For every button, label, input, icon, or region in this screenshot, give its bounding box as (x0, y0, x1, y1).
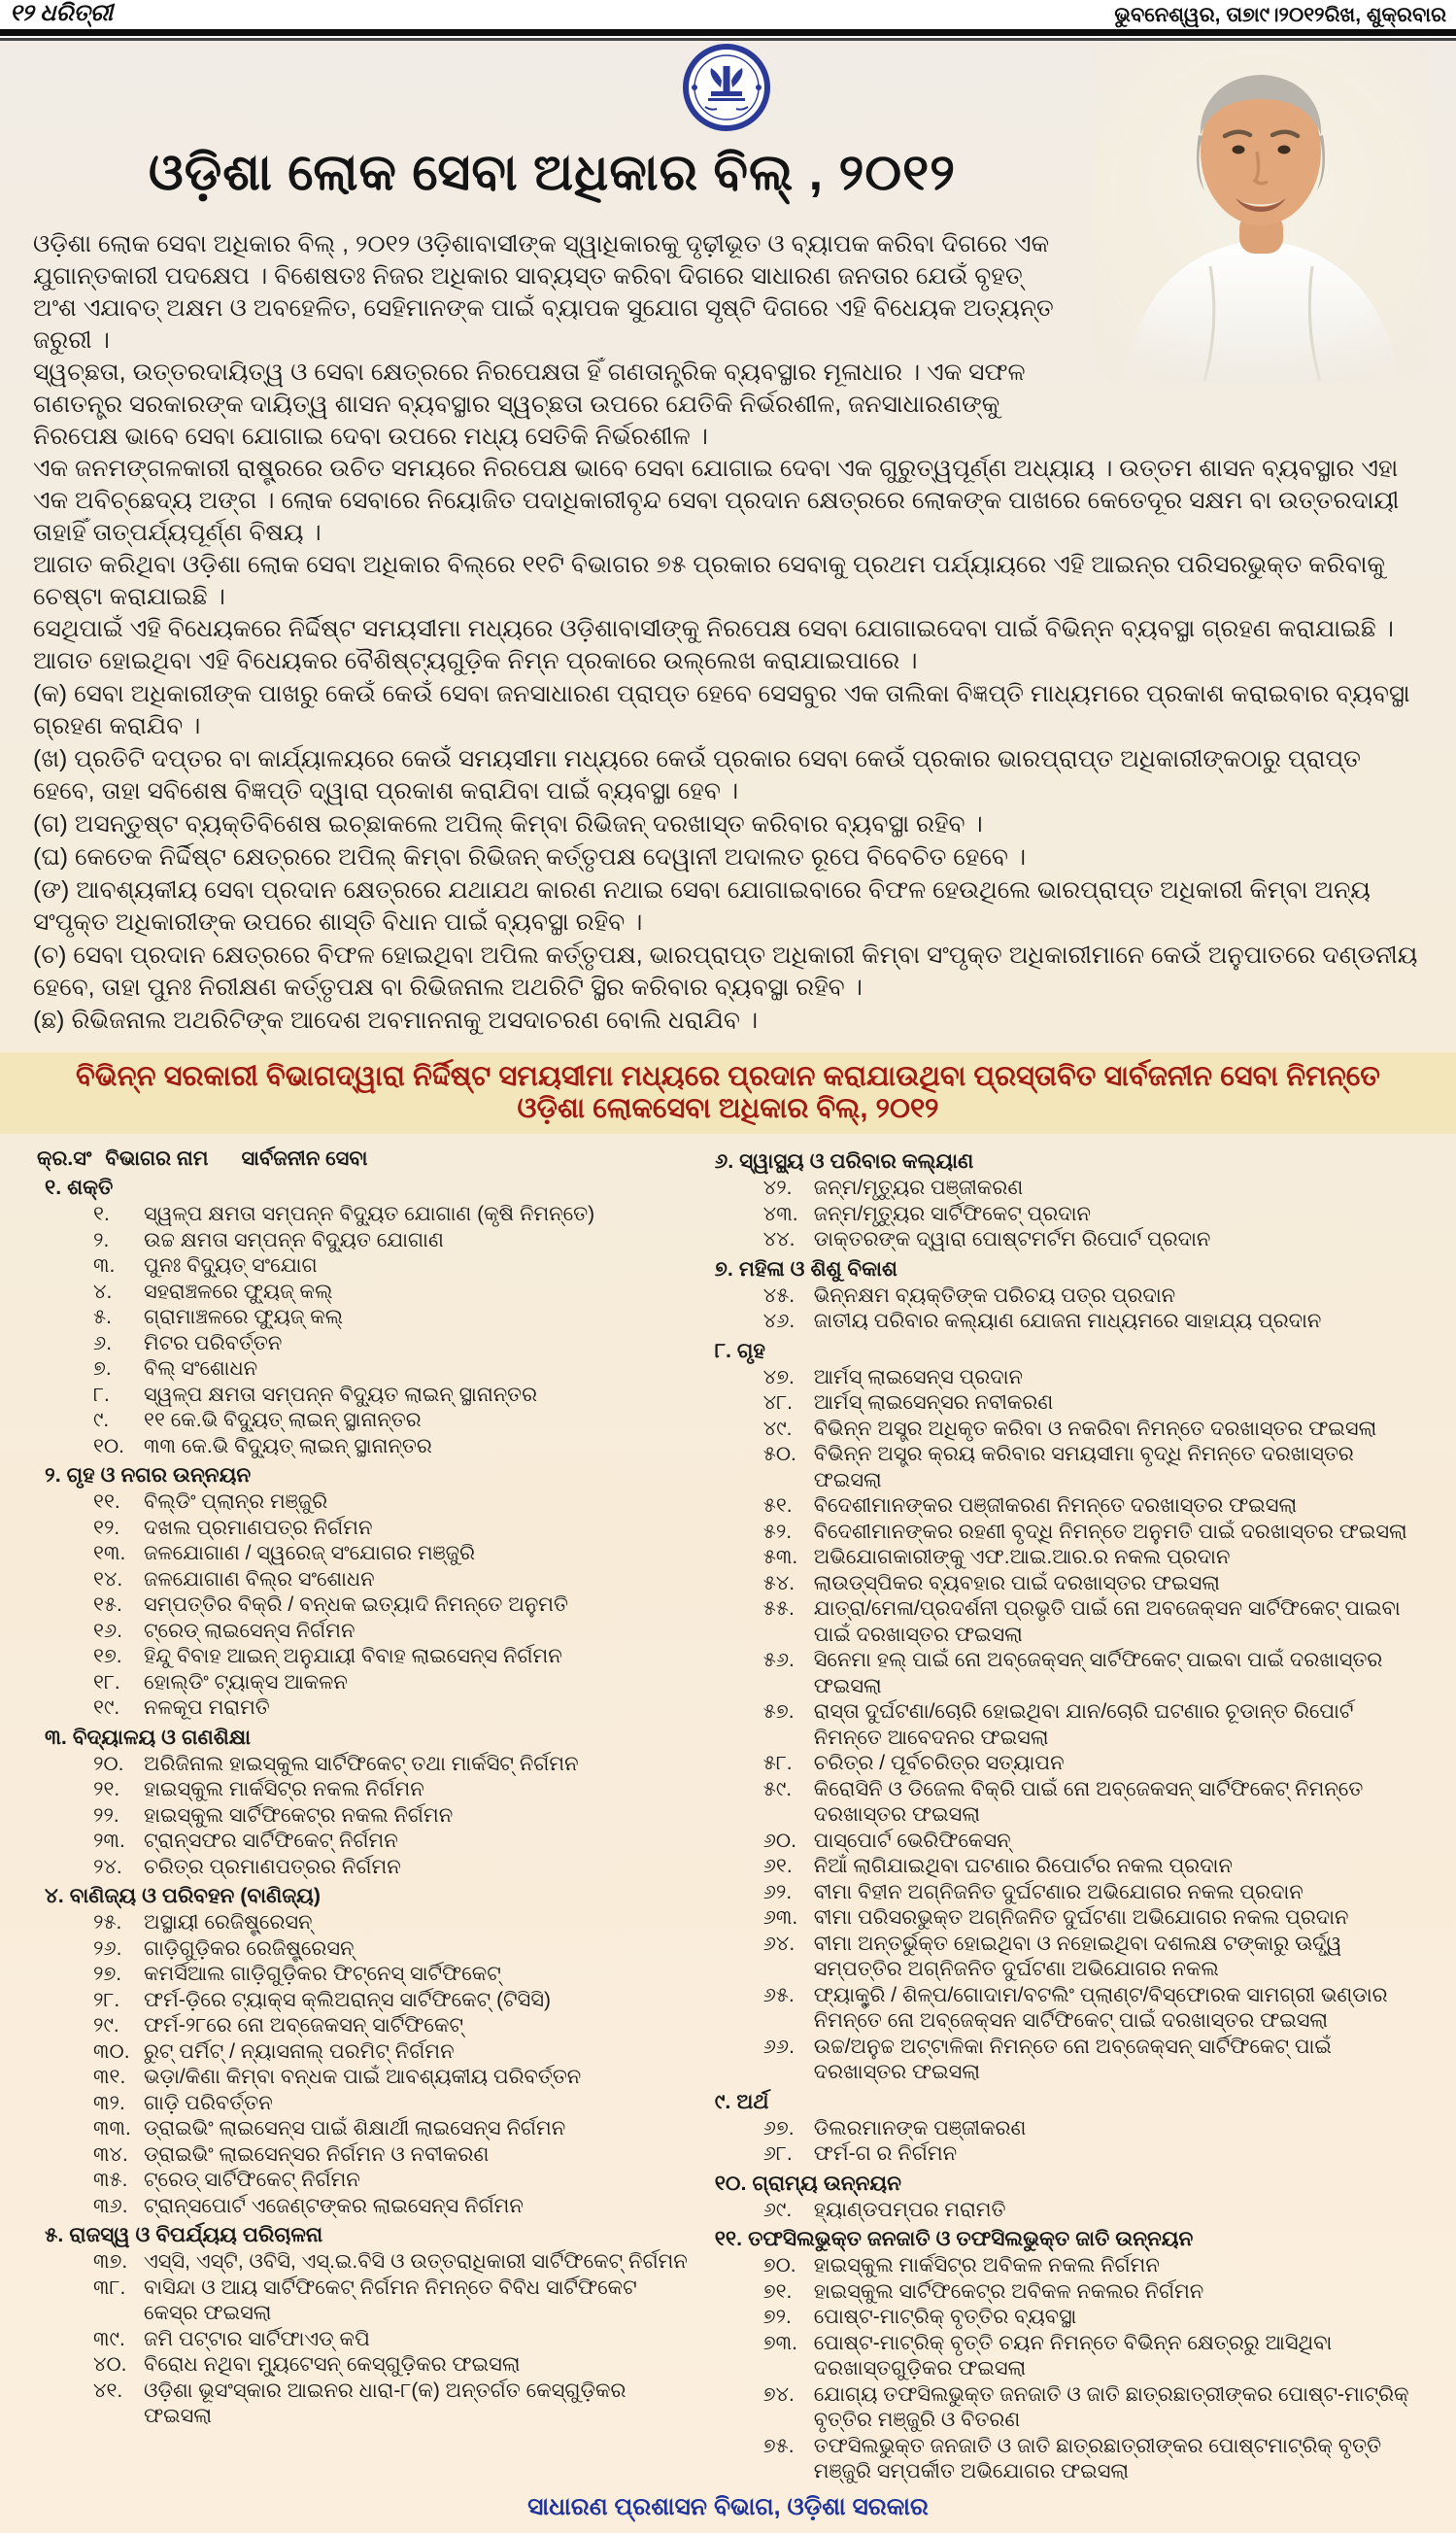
service-item (93, 1408, 694, 1434)
service-item (93, 1829, 694, 1855)
advertisement-title: ଓଡ଼ିଶା ଲୋକ ସେବା ଅଧିକାର ବିଲ୍ , ୨୦୧୨ (148, 145, 957, 201)
service-number: ୬୦. (762, 1829, 796, 1852)
service-number: ୩୯. (93, 2327, 125, 2350)
service-text: ଟ୍ରେଡ୍ ସାର୍ଟିଫିକେଟ୍ ନିର୍ଗମନ (144, 2169, 360, 2191)
service-number: ୩୩. (93, 2117, 131, 2139)
service-text: କିରୋସିନି ଓ ଡିଜେଲ ବିକ୍ରି ପାଇଁ ନୋ ଅବ୍‌ଜେକସନ୍ ସାର୍ଟିଫିକେଟ୍ ନିମନ୍ତେ ଦରଖାସ୍ତର ଫଇସଲା (813, 1777, 1364, 1826)
service-text: ଅଭିଯୋଗକାରୀଙ୍କୁ ଏଫ.ଆଇ.ଆର.ର ନକଲ ପ୍ରଦାନ (813, 1546, 1231, 1568)
service-item (763, 1442, 1423, 1493)
section-heading: ୨. ଗୃହ ଓ ନଗର ଉନ୍ନୟନ (45, 1463, 252, 1487)
header-serial: କ୍ର.ସଂ (37, 1147, 92, 1170)
section-heading: ୧୦. ଗ୍ରାମ୍ୟ ଉନ୍ନୟନ (714, 2171, 901, 2195)
service-text: ଚରିତ୍ର ପ୍ରମାଣପତ୍ରର ନିର୍ଗମନ (144, 1855, 401, 1878)
service-text: ଯାତ୍ରା/ମେଳା/ପ୍ରଦର୍ଶନୀ ପ୍ରଭୃତି ପାଇଁ ନୋ ଅବଜେକ୍ସନ ସାର୍ଟିଫିକେଟ୍ ପାଇବା ପାଇଁ ଦରଖାସ୍ତର ଫଇସଲା (813, 1597, 1401, 1646)
service-number: ୧୨. (93, 1516, 120, 1539)
feature-item: (ଖ) ପ୍ରତିଟି ଦପ୍ତର ବା କାର୍ଯ୍ୟାଳୟରେ କେଉଁ ସମୟସୀମା ମଧ୍ୟରେ କେଉଁ ପ୍ରକାର ସେବା କେଉଁ ପ୍ରକାର ଭାରପ୍ରାପ୍ତ ଅଧିକାରୀଙ୍କଠାରୁ ପ୍ରାପ୍ତ ହେବେ, ତାହା ସବିଶେଷ ବିଜ୍ଞପ୍ତି ଦ୍ୱାରା ପ୍ରକାଶ କରାଯିବା ପାଇଁ ବ୍ୟବସ୍ଥା ହେବ । (33, 745, 1361, 804)
service-text: ଆର୍ମସ୍ ଲାଇସେନ୍ସର ନବୀକରଣ (813, 1391, 1054, 1414)
service-text: ପାସ୍‌ପୋର୍ଟ ଭେରିଫିକେସନ୍ (813, 1829, 1011, 1852)
service-text: ଗାଡ଼ିଗୁଡ଼ିକର ରେଜିଷ୍ଟ୍ରେସନ୍ (144, 1936, 355, 1960)
service-number: ୬୩. (762, 1906, 798, 1929)
service-number: ୧. (93, 1203, 110, 1225)
service-number: ୧୫. (93, 1593, 122, 1616)
service-item (93, 1567, 694, 1593)
service-number: ୨୬. (93, 1936, 122, 1960)
service-text: ଉଚ୍ଚ/ଅନୁଚ୍ଚ ଅଟ୍ଟାଳିକା ନିମନ୍ତେ ନୋ ଅବ୍‌ଜେକ୍ସନ୍ ସାର୍ଟିଫିକେଟ୍ ପାଇଁ ଦରଖାସ୍ତର ଫଇସଲା (813, 2035, 1332, 2083)
service-number: ୧୧. (93, 1490, 120, 1513)
service-number: ୧୭. (93, 1645, 122, 1667)
service-text: ଦଖଲ ପ୍ରମାଣପତ୍ର ନିର୍ଗମନ (144, 1516, 373, 1539)
service-text: ବୀମା ଅନ୍ତର୍ଭୁକ୍ତ ହୋଇଥିବା ଓ ନହୋଇଥିବା ଦଶଲକ୍ଷ ଟଙ୍କାରୁ ଊର୍ଦ୍ଧ୍ୱ ସମ୍ପତ୍ତିର ଅଗ୍ନିଜନିତ ଦୁର୍ଘଟଣା ଅଭିଯୋଗର ନକଲ (813, 1932, 1342, 1980)
service-item (93, 1910, 694, 1936)
service-number: ୪୯. (762, 1417, 793, 1440)
service-text: ଅସ୍ଥାୟୀ ରେଜିଷ୍ଟ୍ରେସନ୍ (144, 1911, 313, 1934)
service-item (93, 2327, 694, 2353)
feature-item: (ଘ) କେତେକ ନିର୍ଦ୍ଦିଷ୍ଟ କ୍ଷେତ୍ରରେ ଅପିଲ୍ କିମ୍ବା ରିଭିଜନ୍ କର୍ତ୍ତୃପକ୍ଷ ଦେୱାନୀ ଅଦାଲତ ରୂପେ ବିବେଚିତ ହେବେ । (33, 843, 1027, 871)
service-text: ବୀମା ବିହୀନ ଅଗ୍ନିଜନିତ ଦୁର୍ଘଟଣାର ଅଭିଯୋଗର ନକଲ ପ୍ରଦାନ (813, 1880, 1304, 1903)
service-item (763, 2331, 1423, 2382)
services-list (33, 1146, 1423, 2485)
service-item (763, 1829, 1423, 1855)
service-item (93, 2379, 694, 2430)
service-item (763, 1983, 1423, 2035)
service-number: ୩୦. (93, 2039, 130, 2063)
service-item (93, 2194, 694, 2220)
service-text: ସିନେମା ହଲ୍ ପାଇଁ ନୋ ଅବ୍‌ଜେକ୍ସନ୍ ସାର୍ଟିଫିକେଟ୍ ପାଇବା ପାଇଁ ଦରଖାସ୍ତର ଫଇସଲା (813, 1649, 1383, 1697)
service-text: ସ୍ୱଳ୍ପ କ୍ଷମତା ସମ୍ପନ୍ନ ବିଦ୍ୟୁତ ଯୋଗାଣ (କୃଷି ନିମନ୍ତେ) (144, 1203, 595, 1225)
service-number: ୫୦. (762, 1443, 796, 1465)
intro-paragraph: ସ୍ୱଚ୍ଛତା, ଉତ୍ତରଦାୟିତ୍ୱ ଓ ସେବା କ୍ଷେତ୍ରରେ ନିରପେକ୍ଷତା ହିଁ ଗଣତାନ୍ତ୍ରିକ ବ୍ୟବସ୍ଥାର ମୂଳାଧାର । ଏକ ସଫଳ ଗଣତନ୍ତ୍ର ସରକାରଙ୍କ ଦାୟିତ୍ୱ ଶାସନ ବ୍ୟବସ୍ଥାର ସ୍ୱଚ୍ଛତା ଉପରେ ଯେତିକି ନିର୍ଭରଶୀଳ, ଜନସାଧାରଣଙ୍କୁ ନିରପେକ୍ଷ ଭାବେ ସେବା ଯୋଗାଇ ଦେବା ଉପରେ ମଧ୍ୟ ସେତିକି ନିର୍ଭରଶୀଳ । (33, 359, 1026, 450)
service-number: ୩୨. (93, 2091, 125, 2114)
service-text: ୩୩ କେ.ଭି ବିଦ୍ୟୁତ୍ ଲାଇନ୍ ସ୍ଥାନାନ୍ତର (144, 1434, 432, 1457)
service-number: ୭୩. (762, 2331, 797, 2354)
header-department: ବିଭାଗର ନାମ (105, 1147, 209, 1170)
feature-item: (ଚ) ସେବା ପ୍ରଦାନ କ୍ଷେତ୍ରରେ ବିଫଳ ହୋଇଥିବା ଅପିଲ କର୍ତ୍ତୃପକ୍ଷ, ଭାରପ୍ରାପ୍ତ ଅଧିକାରୀ କିମ୍ବା ସଂପୃକ୍ତ ଅଧିକାରୀମାନେ କେଉଁ ଅନୁପାତରେ ଦଣ୍ଡନୀୟ ହେବେ, ତାହା ପୁନଃ ନିରୀକ୍ଷଣ କର୍ତ୍ତୃପକ୍ଷ ବା ରିଭିଜନାଲ ଅଥରିଟି ସ୍ଥିର କରିବାର ବ୍ୟବସ୍ଥା ରହିବ । (33, 941, 1418, 1001)
service-number: ୫୮. (762, 1752, 793, 1774)
intro-paragraph: ଏକ ଜନମଙ୍ଗଳକାରୀ ରାଷ୍ଟ୍ରରେ ଉଚିତ ସମୟରେ ନିରପେକ୍ଷ ଭାବେ ସେବା ଯୋଗାଇ ଦେବା ଏକ ଗୁରୁତ୍ୱପୂର୍ଣ୍ଣ ଅଧ୍ୟାୟ । ଉତ୍ତମ ଶାସନ ବ୍ୟବସ୍ଥାର ଏହା ଏକ ଅବିଚ୍ଛେଦ୍ୟ ଅଙ୍ଗ । ଲୋକ ସେବାରେ ନିୟୋଜିତ ପଦାଧିକାରୀବୃନ୍ଦ ସେବା ପ୍ରଦାନ କ୍ଷେତ୍ରରେ ଲୋକଙ୍କ ପାଖରେ କେତେଦୂର ସକ୍ଷମ ବା ଉତ୍ତରଦାୟୀ ତାହାହିଁ ତାତ୍ପର୍ଯ୍ୟପୂର୍ଣ୍ଣ ବିଷୟ । (33, 455, 1400, 546)
service-text: ହାଇସ୍କୁଲ ମାର୍କସିଟ୍‌ର ନକଲ ନିର୍ଗମନ (144, 1778, 424, 1800)
service-text: ସହରାଞ୍ଚଳରେ ଫ୍ୟୁଜ୍ କଲ୍ (144, 1280, 333, 1303)
service-item (93, 1228, 694, 1254)
service-text: ଅରିଜିନାଲ ହାଇସ୍କୁଲ ସାର୍ଟିଫିକେଟ୍ ତଥା ମାର୍କସିଟ୍ ନିର୍ଗମନ (144, 1752, 579, 1775)
service-text: ୧୧ କେ.ଭି ବିଦ୍ୟୁତ୍ ଲାଇନ୍ ସ୍ଥାନାନ୍ତର (144, 1409, 422, 1431)
service-text: ଟ୍ରେଡ୍ ଲାଇସେନ୍ସ ନିର୍ଗମନ (144, 1619, 356, 1642)
feature-item: (କ) ସେବା ଅଧିକାରୀଙ୍କ ପାଖରୁ କେଉଁ କେଉଁ ସେବା ଜନସାଧାରଣ ପ୍ରାପ୍ତ ହେବେ ସେସବୁର ଏକ ତାଲିକା ବିଜ୍ଞପ୍ତି ମାଧ୍ୟମରେ ପ୍ରକାଶ କରାଇବାର ବ୍ୟବସ୍ଥା ଗ୍ରହଣ କରାଯିବ । (33, 680, 1410, 739)
service-number: ୫୪. (762, 1571, 796, 1594)
service-item (93, 1253, 694, 1280)
service-item (93, 1383, 694, 1409)
service-number: ୫୯. (762, 1777, 793, 1800)
service-item (763, 1545, 1423, 1571)
service-item (763, 2198, 1423, 2224)
service-text: ଫର୍ମ-ଡ଼ିରେ ଟ୍ୟାକ୍ସ କ୍ଲିଅରାନ୍ସ ସାର୍ଟିଫିକେଟ୍ (ଟିସିସି) (144, 1988, 551, 2011)
service-item (763, 1596, 1423, 1648)
service-item (93, 1619, 694, 1645)
service-number: ୧୮. (93, 1670, 120, 1694)
service-text: ମିଟର ପରିବର୍ତ୍ତନ (144, 1331, 283, 1354)
service-item (93, 1489, 694, 1516)
service-item (93, 1936, 694, 1963)
service-text: ବୀମା ପରିସରଭୁକ୍ତ ଅଗ୍ନିଜନିତ ଦୁର୍ଘଟଣା ଅଭିଯୋଗର ନକଲ ପ୍ରଦାନ (813, 1906, 1349, 1929)
service-number: ୨୯. (93, 2014, 119, 2037)
service-item (93, 1670, 694, 1696)
service-text: ଉଚ୍ଚ କ୍ଷମତା ସମ୍ପନ୍ନ ବିଦ୍ୟୁତ ଯୋଗାଣ (144, 1228, 444, 1251)
service-number: ୪୪. (762, 1228, 796, 1250)
services-column-right (703, 1146, 1423, 2485)
service-item (93, 1592, 694, 1619)
service-item (93, 2276, 694, 2327)
service-item (763, 1932, 1423, 1983)
service-text: ପୁନଃ ବିଦ୍ୟୁତ୍ ସଂଯୋଗ (144, 1254, 318, 1277)
service-text: ବିଦେଶୀମାନଙ୍କର ପଞ୍ଜୀକରଣ ନିମନ୍ତେ ଦରଖାସ୍ତର ଫଇସଲା (813, 1494, 1298, 1517)
service-item (93, 2091, 694, 2117)
service-item (93, 1777, 694, 1803)
dateline: ଭୁବନେଶ୍ୱର, ତା୭ା୯।୨୦୧୨ରିଖ, ଶୁକ୍ରବାର (1114, 4, 1446, 26)
section-heading: ୭. ମହିଳା ଓ ଶିଶୁ ବିକାଶ (714, 1256, 897, 1281)
service-number: ୭୫. (762, 2434, 795, 2457)
service-item (763, 2279, 1423, 2306)
service-number: ୨୭. (93, 1963, 122, 1985)
service-item (763, 2434, 1423, 2485)
service-item (93, 1434, 694, 1460)
service-number: ୪୬. (762, 1310, 796, 1332)
service-item (763, 2253, 1423, 2279)
service-text: ପୋଷ୍ଟ-ମାଟ୍ରିକ୍ ବୃତ୍ତି ଚୟନ ନିମନ୍ତେ ବିଭିନ୍ନ କ୍ଷେତ୍ରରୁ ଆସିଥିବା ଦରଖାସ୍ତଗୁଡ଼ିକର ଫଇସଲା (813, 2331, 1333, 2379)
service-number: ୧୩. (93, 1542, 126, 1564)
service-number: ୬୮. (762, 2142, 793, 2165)
intro-paragraph: ଆଗତ କରିଥିବା ଓଡ଼ିଶା ଲୋକ ସେବା ଅଧିକାର ବିଲ୍‌ରେ ୧୧ଟି ବିଭାଗର ୭୫ ପ୍ରକାର ସେବାକୁ ପ୍ରଥମ ପର୍ଯ୍ୟାୟରେ ଏହି ଆଇନ୍‌ର ପରିସରଭୁକ୍ତ କରିବାକୁ ଚେଷ୍ଟା କରାଯାଇଛି । (33, 551, 1385, 610)
service-text: ଜଳଯୋଗାଣ / ସ୍ୱରେଜ୍ ସଂଯୋଗର ମଞ୍ଜୁରି (144, 1542, 476, 1564)
service-text: ତଫସିଲଭୁକ୍ତ ଜନଜାତି ଓ ଜାତି ଛାତ୍ରଛାତ୍ରୀଙ୍କର ପୋଷ୍ଟମାଟ୍ରିକ୍ ବୃତ୍ତି ମଞ୍ଜୁରି ସମ୍ପର୍କୀତ ଅଭିଯୋଗର ଫଇସଲା (813, 2434, 1382, 2482)
service-text: ବିଲ୍ଡିଂ ପ୍ଲାନ୍‌ର ମଞ୍ଜୁରି (144, 1490, 328, 1513)
service-text: ଫର୍ମ-୨୮ରେ ନୋ ଅବ୍‌ଜେକସନ୍ ସାର୍ଟିଫିକେଟ୍ (144, 2014, 464, 2037)
feature-item: (ଙ) ଆବଶ୍ୟକୀୟ ସେବା ପ୍ରଦାନ କ୍ଷେତ୍ରରେ ଯଥାଯଥ କାରଣ ନଥାଇ ସେବା ଯୋଗାଇବାରେ ବିଫଳ ହେଉଥିଲେ ଭାରପ୍ରାପ୍ତ ଅଧିକାରୀ କିମ୍ବା ଅନ୍ୟ ସଂପୃକ୍ତ ଅଧିକାରୀଙ୍କ ଉପରେ ଶାସ୍ତି ବିଧାନ ପାଇଁ ବ୍ୟବସ୍ଥା ରହିବ । (33, 876, 1371, 936)
section-heading: ୧୧. ତଫସିଲଭୁକ୍ତ ଜନଜାତି ଓ ତଫସିଲଭୁକ୍ତ ଜାତି ଉନ୍ନୟନ (714, 2227, 1194, 2250)
service-item (763, 1176, 1423, 1202)
service-item (93, 1331, 694, 1357)
service-number: ୬୭. (762, 2116, 795, 2139)
service-item (763, 1905, 1423, 1932)
service-text: ବାସିନ୍ଦା ଓ ଆୟ ସାର୍ଟିଫିକେଟ୍ ନିର୍ଗମନ ନିମନ୍ତେ ବିବିଧ ସାର୍ଟିଫିକେଟ କେସ୍‌ର ଫଇସଲା (144, 2276, 637, 2324)
service-item (93, 1541, 694, 1567)
odisha-government-seal-icon (682, 43, 771, 132)
service-text: ଡାକ୍ତରଙ୍କ ଦ୍ୱାରା ପୋଷ୍ଟମର୍ଟମ ରିପୋର୍ଟ ପ୍ରଦାନ (813, 1228, 1211, 1250)
service-number: ୨. (93, 1228, 110, 1251)
service-text: ଫ୍ୟାକ୍ଟ୍ରି / ଶିଳ୍ପ/ଗୋଦାମ/ବଟଲିଂ ପ୍ଲାଣ୍ଟ/ବିସ୍ଫୋରକ ସାମଗ୍ରୀ ଭଣ୍ଡାର ନିମନ୍ତେ ନୋ ଅବ୍‌ଜେକ୍ସନ ସାର୍ଟିଫିକେଟ୍ ପାଇଁ ଦରଖାସ୍ତର ଫଇସଲା (813, 1983, 1388, 2032)
service-number: ୫୧. (762, 1494, 793, 1517)
service-item (93, 2065, 694, 2091)
service-number: ୩୭. (93, 2250, 128, 2273)
service-text: ସମ୍ପତ୍ତିର ବିକ୍ରି / ବନ୍ଧକ ଇତ୍ୟାଦି ନିମନ୍ତେ ଅନୁମତି (144, 1593, 568, 1616)
service-number: ୬. (93, 1331, 113, 1354)
service-item (93, 2116, 694, 2142)
service-item (763, 1880, 1423, 1906)
service-item (93, 1516, 694, 1542)
list-column-header (37, 1147, 694, 1171)
service-number: ୧୦. (93, 1434, 124, 1457)
service-number: ୬୧. (762, 1855, 793, 1877)
section-heading: ୪. ବାଣିଜ୍ୟ ଓ ପରିବହନ (ବାଣିଜ୍ୟ) (45, 1884, 321, 1907)
service-item (763, 1751, 1423, 1777)
service-text: ଯୋଗ୍ୟ ତଫସିଲଭୁକ୍ତ ଜନଜାତି ଓ ଜାତି ଛାତ୍ରଛାତ୍ରୀଙ୍କର ପୋଷ୍ଟ-ମାଟ୍ରିକ୍ ବୃତ୍ତିର ମଞ୍ଜୁରି ଓ ବିତରଣ (813, 2382, 1409, 2431)
service-item (763, 2382, 1423, 2434)
service-item (93, 1356, 694, 1383)
service-text: ଏସ୍‌ସି, ଏସ୍‌ଟି, ଓବିସି, ଏସ୍.ଇ.ବିସି ଓ ଉତ୍ତରାଧିକାରୀ ସାର୍ଟିଫିକେଟ୍ ନିର୍ଗମନ (144, 2250, 688, 2273)
page-number-and-paper-name: ୧୨ ଧରିତ୍ରୀ (10, 0, 114, 26)
service-text: ରାସ୍ତା ଦୁର୍ଘଟଣା/ଚୋରି ହୋଇଥିବା ଯାନ/ଚୋରି ଘଟଣାର ଚୂଡାନ୍ତ ରିପୋର୍ଟ ନିମନ୍ତେ ଆବେଦନର ଫଇସଲା (813, 1700, 1354, 1749)
service-item (93, 2142, 694, 2169)
service-text: ବିଲ୍ ସଂଶୋଧନ (144, 1357, 258, 1380)
service-item (93, 1202, 694, 1228)
service-text: ଜମି ପଟ୍ଟାର ସାର୍ଟିଫାଏଡ୍ କପି (144, 2327, 370, 2350)
service-number: ୧୪. (93, 1567, 123, 1591)
service-number: ୪୭. (762, 1365, 795, 1388)
service-item (763, 1648, 1423, 1699)
service-number: ୫୩. (762, 1546, 798, 1568)
service-number: ୨୩. (93, 1830, 125, 1852)
service-number: ୩୧. (93, 2066, 126, 2088)
service-number: ୪୫. (762, 1284, 796, 1307)
left-sections-container (33, 1175, 694, 2430)
service-number: ୨୫. (93, 1911, 122, 1934)
service-text: ରୁଟ୍ ପର୍ମିଟ୍ / ନ୍ୟାସନାଲ୍ ପରମିଟ୍ ନିର୍ଗମନ (144, 2039, 455, 2063)
service-item (93, 1752, 694, 1778)
service-text: ଲାଉଡ୍‌ସ୍ପିକର ବ୍ୟବହାର ପାଇଁ ଦରଖାସ୍ତର ଫଇସଲା (813, 1571, 1220, 1594)
service-item (93, 1644, 694, 1670)
service-text: ଡ୍ରାଇଭିଂ ଲାଇସେନ୍ସ ପାଇଁ ଶିକ୍ଷାର୍ଥୀ ଲାଇସେନ୍ସ ନିର୍ଗମନ (144, 2117, 566, 2139)
service-text: ବିଦେଶୀମାନଙ୍କର ରହଣୀ ବୃଦ୍ଧି ନିମନ୍ତେ ଅନୁମତି ପାଇଁ ଦରଖାସ୍ତର ଫଇସଲା (813, 1520, 1407, 1543)
service-number: ୫. (93, 1306, 112, 1328)
service-item (763, 2116, 1423, 2142)
service-item (93, 1962, 694, 1988)
service-text: ଡିଲରମାନଙ୍କ ପଞ୍ଜୀକରଣ (813, 2116, 1027, 2139)
service-number: ୩. (93, 1254, 116, 1277)
service-text: ହ୍ୟାଣ୍ଡପମ୍ପର ମରାମତି (813, 2198, 1006, 2221)
chief-minister-portrait (1094, 43, 1429, 383)
service-text: ଫର୍ମ-ଗ ର ନିର୍ଗମନ (813, 2142, 958, 2165)
service-item (93, 1988, 694, 2014)
service-number: ୬୪. (762, 1932, 796, 1955)
service-text: ଆର୍ମସ୍ ଲାଇସେନ୍ସ ପ୍ରଦାନ (813, 1365, 1023, 1388)
service-text: ଗାଡ଼ି ପରିବର୍ତ୍ତନ (144, 2091, 273, 2114)
services-heading: ବିଭିନ୍ନ ସରକାରୀ ବିଭାଗଦ୍ୱାରା ନିର୍ଦ୍ଦିଷ୍ଟ ସମୟସୀମା ମଧ୍ୟରେ ପ୍ରଦାନ କରାଯାଉଥିବା ପ୍ରସ୍ତାବିତ ସାର୍ବଜନୀନ ସେବା ନିମନ୍ତେ ଓଡ଼ିଶା ଲୋକସେବା ଅଧିକାର ବିଲ୍, ୨୦୧୨ (0, 1052, 1456, 1134)
service-number: ୫୫. (762, 1597, 795, 1620)
services-column-left (33, 1146, 703, 2485)
service-text: ଭିନ୍ନକ୍ଷମ ବ୍ୟକ୍ତିଙ୍କ ପରିଚୟ ପତ୍ର ପ୍ରଦାନ (813, 1284, 1176, 1307)
service-text: ଟ୍ରାନ୍ସଫର ସାର୍ଟିଫିକେଟ୍ ନିର୍ଗମନ (144, 1830, 398, 1852)
service-number: ୧୬. (93, 1619, 122, 1642)
section-heading: ୫. ରାଜସ୍ୱ ଓ ବିପର୍ଯ୍ୟୟ ପରିଚାଳନା (45, 2223, 323, 2246)
service-number: ୬୨. (762, 1880, 793, 1903)
service-number: ୪୮. (762, 1391, 793, 1414)
service-item (93, 1280, 694, 1306)
service-number: ୨୮. (93, 1988, 120, 2011)
service-text: ବିଭିନ୍ନ ଅସ୍ତ୍ର କ୍ରୟ କରିବାର ସମୟସୀମା ବୃଦ୍ଧି ନିମନ୍ତେ ଦରଖାସ୍ତର ଫଇସଲା (813, 1443, 1354, 1491)
service-item (763, 1202, 1423, 1228)
service-number: ୭୧. (762, 2279, 793, 2303)
service-item (93, 2249, 694, 2276)
service-number: ୫୨. (762, 1520, 793, 1543)
service-number: ୨୧. (93, 1778, 120, 1800)
service-text: ଡ୍ରାଇଭିଂ ଲାଇସେନ୍ସର ନିର୍ଗମନ ଓ ନବୀକରଣ (144, 2142, 490, 2166)
service-item (763, 1365, 1423, 1391)
service-number: ୨୨. (93, 1803, 119, 1827)
service-text: ଜନ୍ମ/ମୃତ୍ୟୁର ପଞ୍ଜୀକରଣ (813, 1177, 1024, 1199)
right-sections-container (703, 1148, 1423, 2485)
section-heading: ୯. ଅର୍ଥ (714, 2089, 769, 2113)
feature-item: (ଗ) ଅସନ୍ତୁଷ୍ଟ ବ୍ୟକ୍ତିବିଶେଷ ଇଚ୍ଛାକଲେ ଅପିଲ୍ କିମ୍ବା ରିଭିଜନ୍ ଦରଖାସ୍ତ କରିବାର ବ୍ୟବସ୍ଥା ରହିବ । (33, 810, 983, 838)
service-text: ଜାତୀୟ ପରିବାର କଲ୍ୟାଣ ଯୋଜନା ମାଧ୍ୟମରେ ସାହାଯ୍ୟ ପ୍ରଦାନ (813, 1310, 1322, 1332)
service-item (763, 1284, 1423, 1310)
service-text: ଓଡ଼ିଶା ଭୂସଂସ୍କାର ଆଇନର ଧାରା-୮(କ) ଅନ୍ତର୍ଗତ କେସ୍‌ଗୁଡ଼ିକର ଫଇସଲା (144, 2379, 626, 2427)
service-item (763, 1417, 1423, 1443)
service-text: ଜଳଯୋଗାଣ ବିଲ୍‌ର ସଂଶୋଧନ (144, 1567, 375, 1591)
service-item (763, 2305, 1423, 2331)
service-number: ୨୪. (93, 1855, 122, 1878)
service-number: ୩୮. (93, 2276, 126, 2299)
section-heading: ୬. ସ୍ୱାସ୍ଥ୍ୟ ଓ ପରିବାର କଲ୍ୟାଣ (714, 1149, 974, 1173)
header-service: ସାର୍ବଜନୀନ ସେବା (241, 1147, 368, 1170)
service-number: ୧୯. (93, 1696, 120, 1719)
service-number: ୭୪. (762, 2382, 795, 2406)
service-number: ୪୧. (93, 2379, 123, 2402)
service-number: ୩୪. (93, 2142, 128, 2166)
service-number: ୪୦. (93, 2353, 127, 2376)
service-text: କମର୍ସିଆଲ ଗାଡ଼ିଗୁଡ଼ିକର ଫିଟ୍‌ନେସ୍ ସାର୍ଟିଫିକେଟ୍ (144, 1963, 501, 1985)
service-item (763, 1493, 1423, 1520)
service-item (93, 2013, 694, 2039)
service-text: ହିନ୍ଦୁ ବିବାହ ଆଇନ୍ ଅନୁଯାୟୀ ବିବାହ ଲାଇସେନ୍ସ ନିର୍ଗମନ (144, 1645, 562, 1667)
service-number: ୩୫. (93, 2169, 128, 2191)
service-number: ୭୨. (762, 2306, 792, 2328)
feature-item: (ଛ) ରିଭିଜନାଲ ଅଥରିଟିଙ୍କ ଆଦେଶ ଅବମାନନାକୁ ଅସଦାଚରଣ ବୋଲି ଧରାଯିବ । (33, 1007, 759, 1034)
service-number: ୫୭. (762, 1700, 795, 1723)
service-text: ନଳକୂପ ମରାମତି (144, 1696, 270, 1719)
service-number: ୨୦. (93, 1752, 124, 1775)
service-number: ୮. (93, 1383, 110, 1406)
service-text: ପୋଷ୍ଟ-ମାଟ୍ରିକ୍ ବୃତ୍ତିର ବ୍ୟବସ୍ଥା (813, 2306, 1077, 2328)
service-text: ବିଭିନ୍ନ ଅସ୍ତ୍ର ଅଧିକୃତ କରିବା ଓ ନକରିବା ନିମନ୍ତେ ଦରଖାସ୍ତର ଫଇସଲା (813, 1417, 1377, 1440)
intro-paragraph: ସେଥିପାଇଁ ଏହି ବିଧେୟକରେ ନିର୍ଦ୍ଦିଷ୍ଟ ସମୟସୀମା ମଧ୍ୟରେ ଓଡ଼ିଶାବାସୀଙ୍କୁ ନିରପେକ୍ଷ ସେବା ଯୋଗାଇଦେବା ପାଇଁ ବିଭିନ୍ନ ବ୍ୟବସ୍ଥା ଗ୍ରହଣ କରାଯାଇଛି । ଆଗତ ହୋଇଥିବା ଏହି ବିଧେୟକର ବୈଶିଷ୍ଟ୍ୟଗୁଡ଼ିକ ନିମ୍ନ ପ୍ରକାରେ ଉଲ୍ଲେଖ କରାଯାଇପାରେ । (33, 615, 1394, 674)
service-item (93, 2352, 694, 2379)
service-item (763, 1390, 1423, 1417)
service-text: ବିରୋଧ ନଥିବା ମ୍ୟୁଟେସନ୍ କେସ୍‌ଗୁଡ଼ିକର ଫଇସଲା (144, 2353, 521, 2376)
service-text: ଚରିତ୍ର / ପୂର୍ବଚରିତ୍ର ସତ୍ୟାପନ (813, 1752, 1065, 1774)
service-number: ୭. (93, 1357, 112, 1380)
service-text: ଗ୍ରାମାଞ୍ଚଳରେ ଫ୍ୟୁଜ୍ କଲ୍ (144, 1306, 344, 1328)
service-item (93, 1305, 694, 1331)
service-item (763, 1777, 1423, 1829)
service-text: ହାଇସ୍କୁଲ ସାର୍ଟିଫିକେଟ୍‌ର ଅବିକଳ ନକଲର ନିର୍ଗମନ (813, 2279, 1204, 2303)
service-item (763, 2035, 1423, 2086)
service-item (763, 1520, 1423, 1546)
service-text: ଭଡ଼ା/କିଣା କିମ୍ବା ବନ୍ଧକ ପାଇଁ ଆବଶ୍ୟକୀୟ ପରିବର୍ତ୍ତନ (144, 2066, 582, 2088)
service-item (763, 2141, 1423, 2168)
service-item (93, 1695, 694, 1722)
service-number: ୪୨. (762, 1177, 793, 1199)
service-text: ସ୍ୱଳ୍ପ କ୍ଷମତା ସମ୍ପନ୍ନ ବିଦ୍ୟୁତ ଲାଇନ୍ ସ୍ଥାନାନ୍ତର (144, 1383, 538, 1406)
advertisement-body (0, 41, 1456, 2533)
service-number: ୯. (93, 1409, 110, 1431)
service-text: ଟ୍ରାନ୍ସପୋର୍ଟ ଏଜେଣ୍ଟଙ୍କର ଲାଇସେନ୍ସ ନିର୍ଗମନ (144, 2194, 524, 2217)
service-item (93, 2039, 694, 2066)
service-item (763, 1854, 1423, 1880)
masthead (0, 0, 1456, 29)
service-number: ୬୬. (762, 2035, 795, 2058)
service-number: ୪. (93, 1280, 113, 1303)
service-text: ଜନ୍ମ/ମୃତ୍ୟୁର ସାର୍ଟିଫିକେଟ୍ ପ୍ରଦାନ (813, 1202, 1091, 1225)
service-text: ହୋଲ୍ଡିଂ ଟ୍ୟାକ୍ସ ଆକଳନ (144, 1670, 348, 1694)
section-heading: ୧. ଶକ୍ତି (45, 1176, 114, 1199)
service-number: ୬୫. (762, 1983, 795, 2006)
service-text: ନିଆଁ ଲାଗିଯାଇଥିବା ଘଟଣାର ରିପୋର୍ଟର ନକଲ ପ୍ରଦାନ (813, 1855, 1233, 1877)
service-text: ହାଇସ୍କୁଲ ମାର୍କସିଟ୍‌ର ଅବିକଳ ନକଲ ନିର୍ଗମନ (813, 2254, 1160, 2276)
service-item (93, 1803, 694, 1830)
service-text: ହାଇସ୍କୁଲ ସାର୍ଟିଫିକେଟ୍‌ର ନକଲ ନିର୍ଗମନ (144, 1803, 454, 1827)
service-number: ୪୩. (762, 1202, 798, 1225)
intro-paragraph: ଓଡ଼ିଶା ଲୋକ ସେବା ଅଧିକାର ବିଲ୍ , ୨୦୧୨ ଓଡ଼ିଶାବାସୀଙ୍କ ସ୍ୱାଧିକାରକୁ ଦୃଢ଼ୀଭୂତ ଓ ବ୍ୟାପକ କରିବା ଦିଗରେ ଏକ ଯୁଗାନ୍ତକାରୀ ପଦକ୍ଷେପ । ବିଶେଷତଃ ନିଜର ଅଧିକାର ସାବ୍ୟସ୍ତ କରିବା ଦିଗରେ ସାଧାରଣ ଜନତାର ଯେଉଁ ବୃହତ୍ ଅଂଶ ଏଯାବତ୍ ଅକ୍ଷମ ଓ ଅବହେଳିତ, ସେହିମାନଙ୍କ ପାଇଁ ବ୍ୟାପକ ସୁଯୋଗ ସୃଷ୍ଟି ଦିଗରେ ଏହି ବିଧେୟକ ଅତ୍ୟନ୍ତ ଜରୁରୀ । (33, 230, 1054, 354)
section-heading: ୮. ଗୃହ (714, 1338, 765, 1362)
service-item (93, 2168, 694, 2194)
service-item (93, 1855, 694, 1881)
service-number: ୬୯. (762, 2198, 793, 2221)
service-number: ୩୬. (93, 2194, 128, 2217)
service-item (763, 1227, 1423, 1253)
service-item (763, 1571, 1423, 1597)
issuing-department-footer: ସାଧାରଣ ପ୍ରଶାସନ ବିଭାଗ, ଓଡ଼ିଶା ସରକାର (527, 2492, 929, 2520)
service-item (763, 1699, 1423, 1751)
masthead-rule (0, 29, 1456, 41)
section-heading: ୩. ବିଦ୍ୟାଳୟ ଓ ଗଣଶିକ୍ଷା (45, 1725, 251, 1749)
service-number: ୭୦. (762, 2254, 796, 2276)
service-item (763, 1309, 1423, 1335)
service-number: ୫୬. (762, 1649, 795, 1671)
